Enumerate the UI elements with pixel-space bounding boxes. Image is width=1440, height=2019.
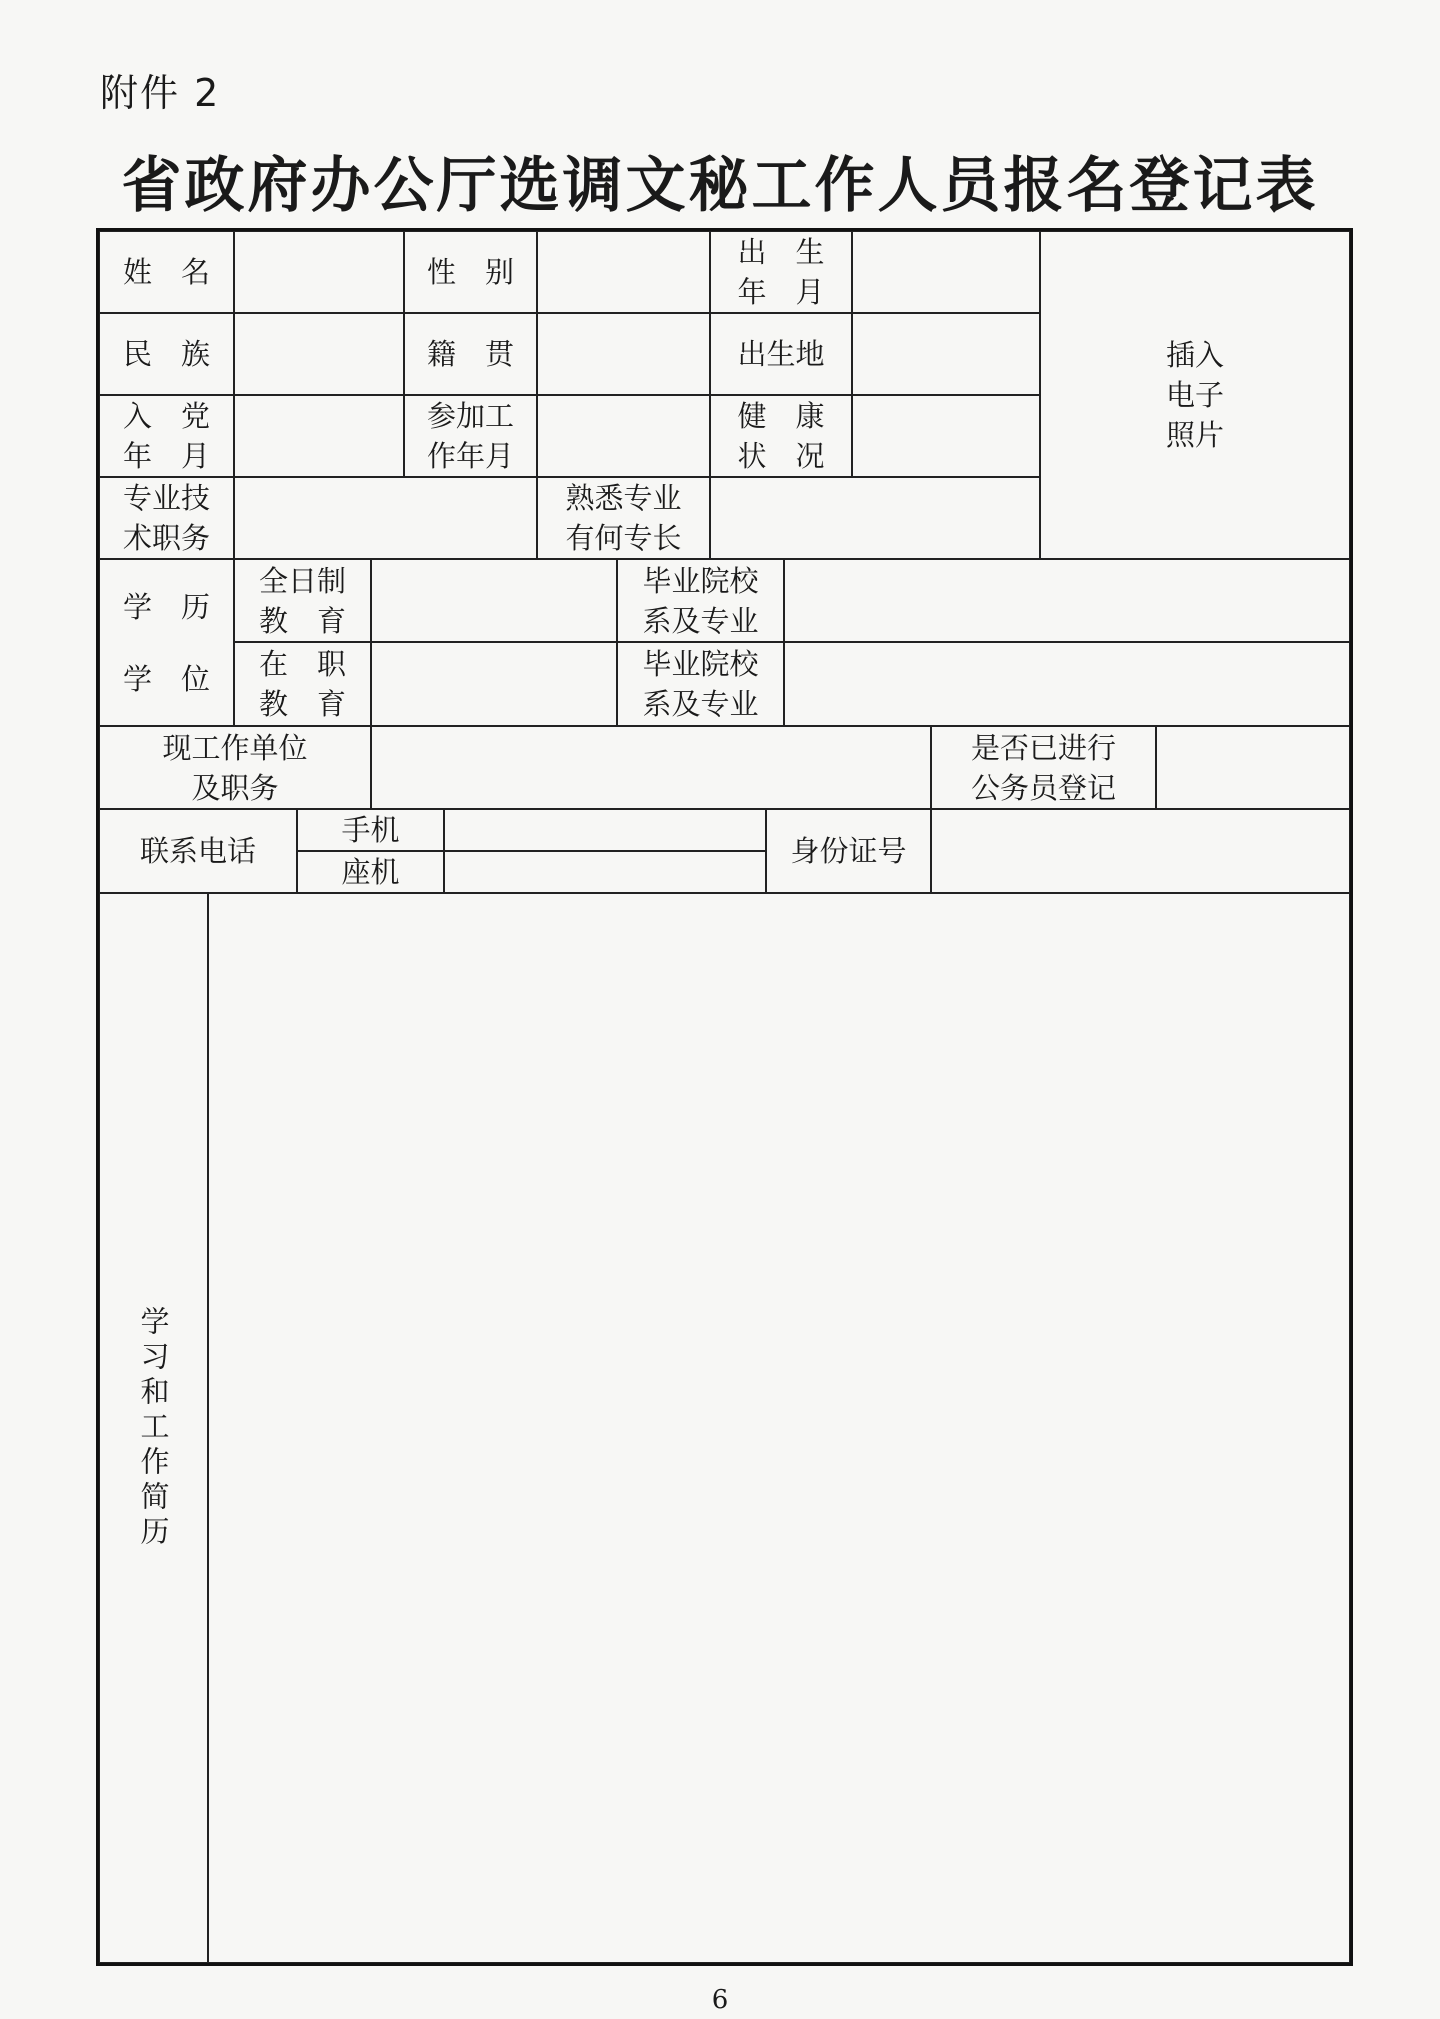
education-degree-label: 学 历 学 位 [99,559,234,726]
photo-area[interactable]: 插入 电子 照片 [1040,231,1350,559]
name-field[interactable] [234,231,404,313]
current-unit-label: 现工作单位 及职务 [99,726,371,809]
civil-servant-label: 是否已进行 公务员登记 [931,726,1156,809]
work-start-field[interactable] [537,395,710,477]
mobile-field[interactable] [444,809,766,851]
page-number: 6 [711,1985,729,2015]
work-start-label: 参加工 作年月 [404,395,537,477]
fulltime-education-field[interactable] [371,559,617,642]
gender-field[interactable] [537,231,710,313]
name-label: 姓 名 [99,231,234,313]
attachment-label: 附件 2 [100,71,221,115]
inservice-school-field[interactable] [784,642,1350,726]
registration-form [96,228,1353,1966]
fulltime-education-label: 全日制 教 育 [234,559,371,642]
id-number-field[interactable] [931,809,1350,893]
birth-date-field[interactable] [852,231,1040,313]
id-number-label: 身份证号 [766,809,931,893]
resume-label-text: 学习和工作简历 [136,1305,171,1551]
ethnicity-field[interactable] [234,313,404,395]
title-position-field[interactable] [234,477,537,559]
form-title: 省政府办公厅选调文秘工作人员报名登记表 [121,151,1319,221]
inservice-school-label: 毕业院校 系及专业 [617,642,784,726]
landline-field[interactable] [444,851,766,893]
gender-label: 性 别 [404,231,537,313]
fulltime-school-field[interactable] [784,559,1350,642]
resume-label [99,893,208,1963]
health-field[interactable] [852,395,1040,477]
native-place-field[interactable] [537,313,710,395]
inservice-education-label: 在 职 教 育 [234,642,371,726]
specialty-label: 熟悉专业 有何专长 [537,477,710,559]
birthplace-field[interactable] [852,313,1040,395]
birth-date-label: 出 生 年 月 [710,231,852,313]
civil-servant-field[interactable] [1156,726,1350,809]
ethnicity-label: 民 族 [99,313,234,395]
mobile-label: 手机 [297,809,444,851]
health-label: 健 康 状 况 [710,395,852,477]
title-position-label: 专业技 术职务 [99,477,234,559]
current-unit-field[interactable] [371,726,931,809]
fulltime-school-label: 毕业院校 系及专业 [617,559,784,642]
party-date-label: 入 党 年 月 [99,395,234,477]
landline-label: 座机 [297,851,444,893]
party-date-field[interactable] [234,395,404,477]
specialty-field[interactable] [710,477,1040,559]
inservice-education-field[interactable] [371,642,617,726]
native-place-label: 籍 贯 [404,313,537,395]
resume-field[interactable] [208,893,1350,1963]
birthplace-label: 出生地 [710,313,852,395]
contact-phone-label: 联系电话 [99,809,297,893]
